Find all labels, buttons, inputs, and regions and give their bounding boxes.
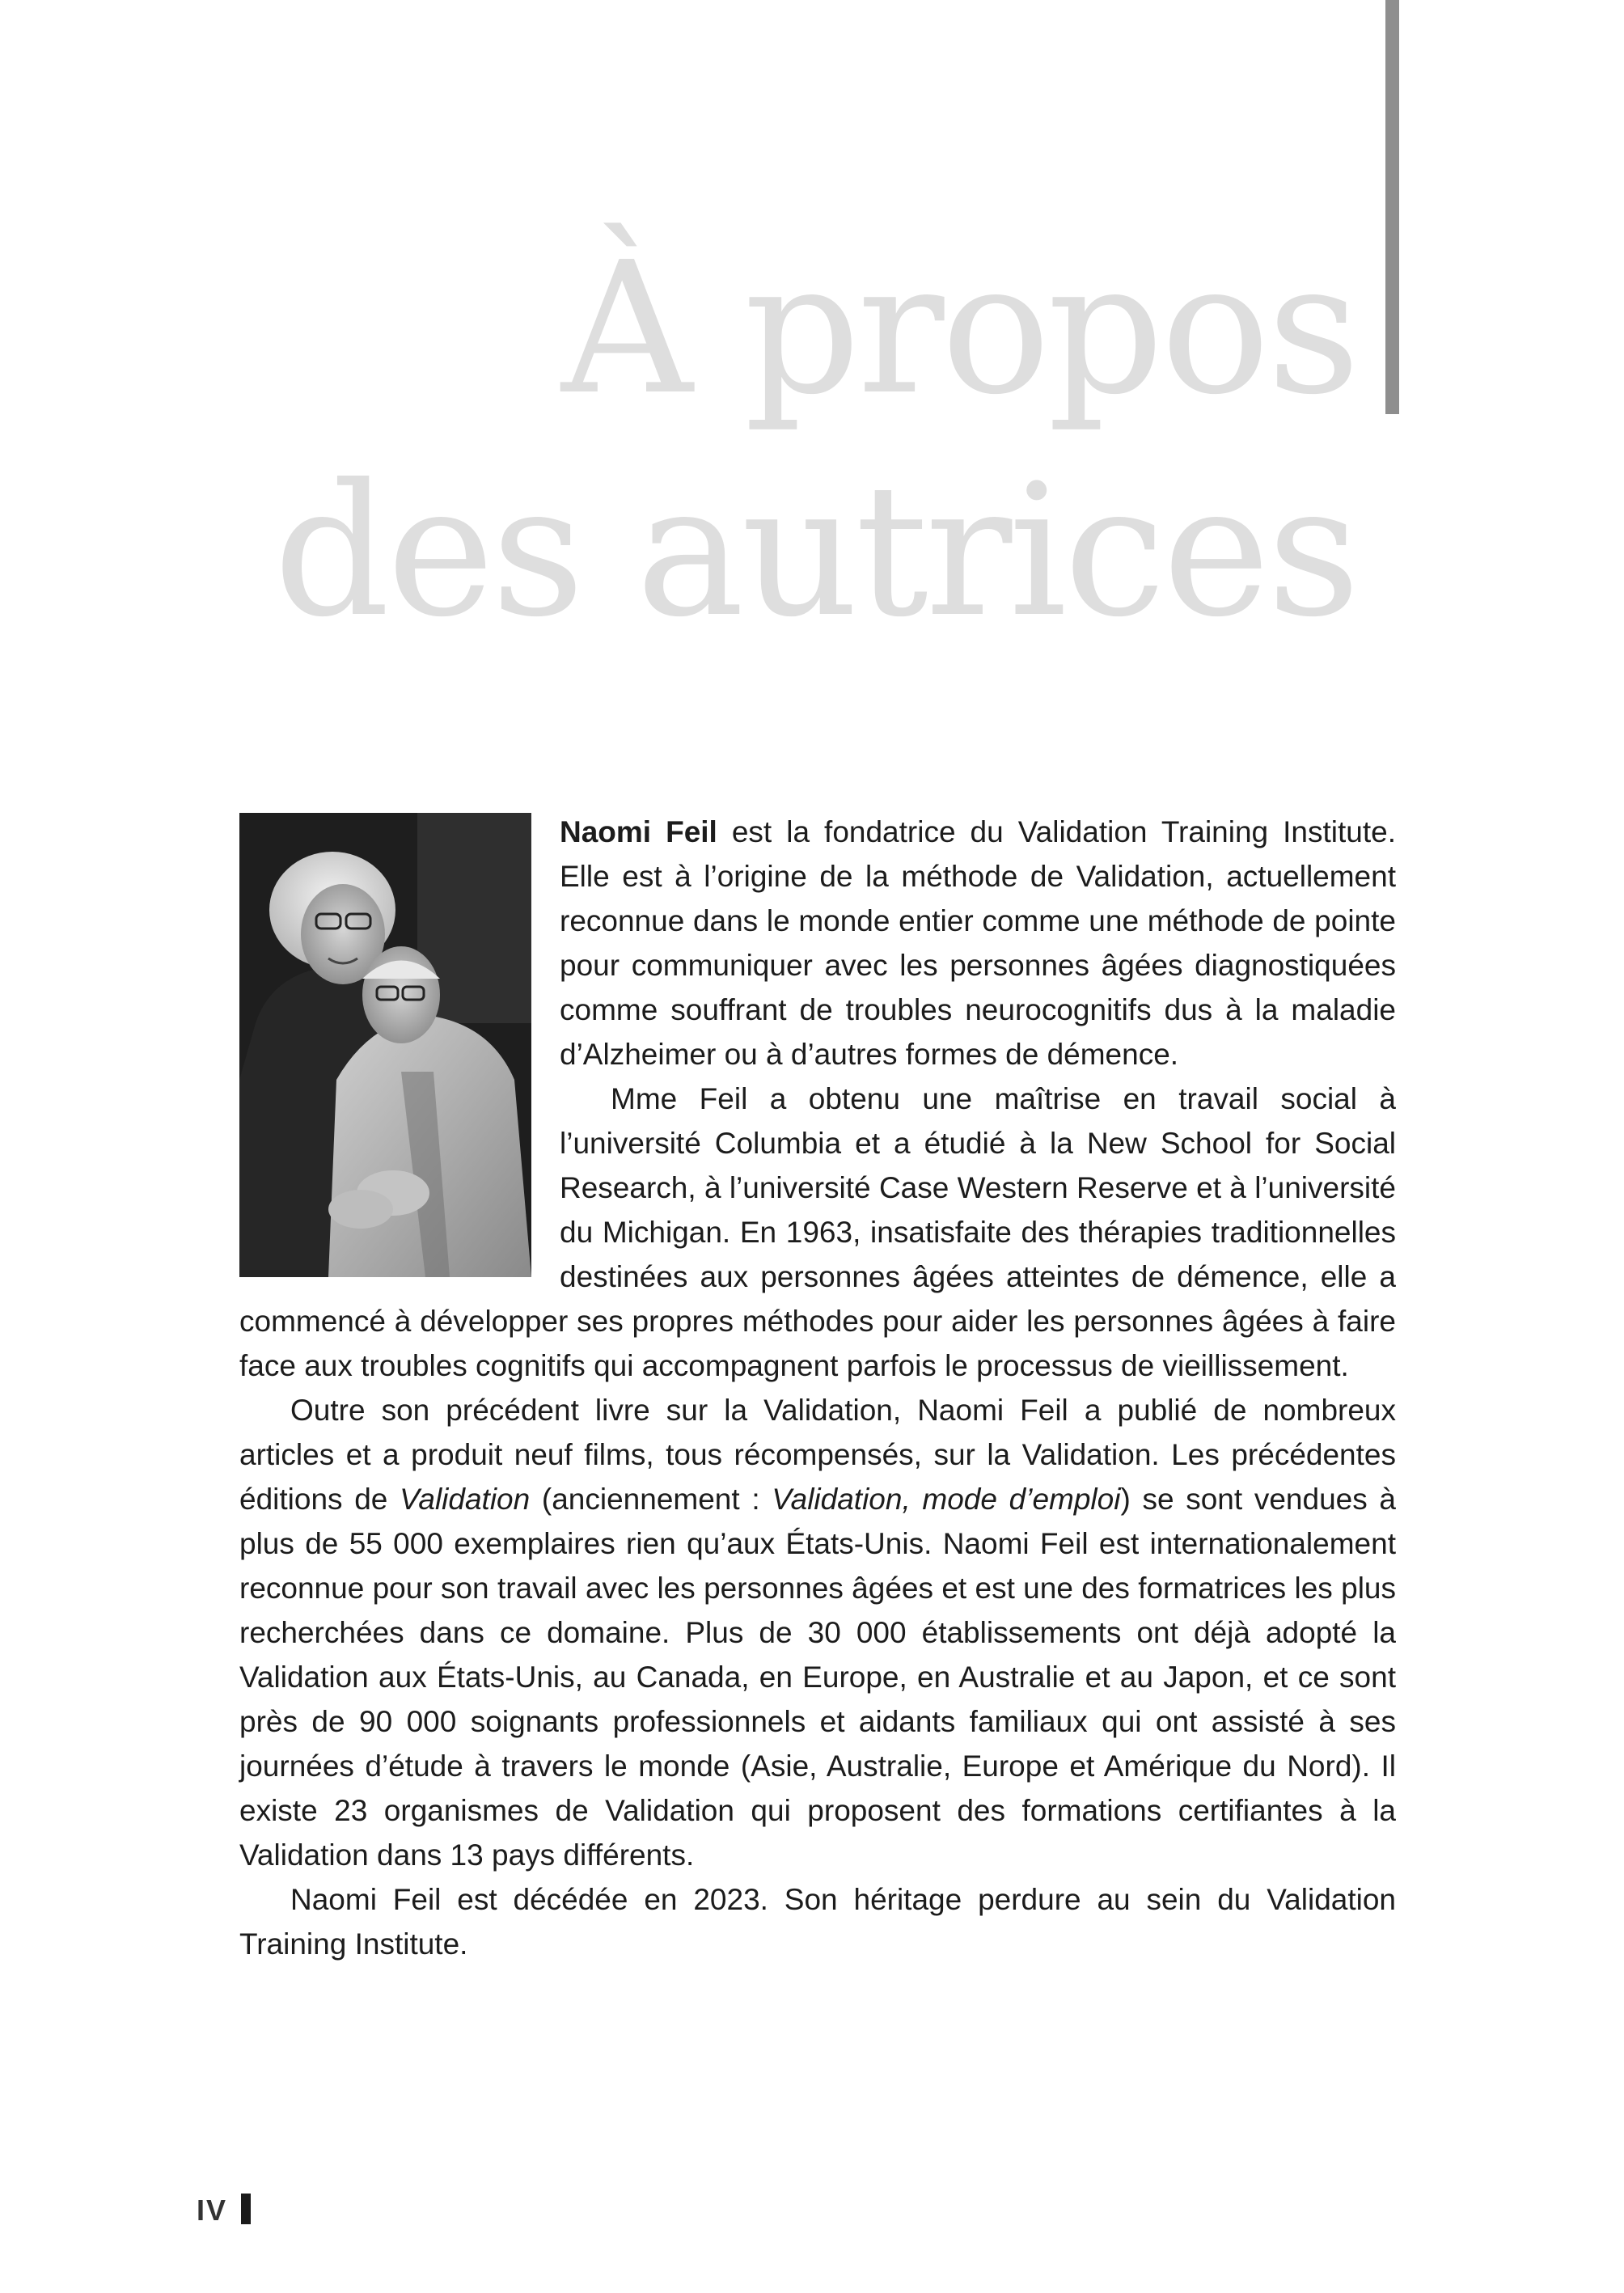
decorative-top-bar — [1385, 0, 1399, 414]
photo-float-spacer — [239, 810, 560, 1299]
author-biography — [239, 810, 1396, 1966]
page-number-marker — [241, 2194, 251, 2224]
page-title — [273, 218, 1357, 663]
bio-paragraph-3-part-a: Outre son précédent livre sur la Validation, Naomi Feil a publié de nombreux articles et a produit neuf films, tous récompensés, sur la Validation. Les précédentes éditions de — [239, 1394, 1396, 1516]
title-line-2: des autrices — [273, 446, 1357, 658]
book-title-validation: Validation — [400, 1483, 531, 1516]
book-title-former: Validation, mode d’emploi — [772, 1483, 1121, 1516]
author-name: Naomi Feil — [560, 815, 717, 848]
bio-paragraph-3 — [239, 1388, 1396, 1877]
bio-paragraph-3-part-c: ) se sont vendues à plus de 55 000 exemplaires rien qu’aux États-Unis. Naomi Feil est internationalement reconnue pour son travail avec les personnes âgées et est une des formatrices les plus recherchées dans ce domaine. Plus de 30 000 établissements ont déjà adopté la Validation aux États-Unis, au Canada, en Europe, en Australie et au Japon, et ce sont près de 90 000 soignants professionnels et aidants familiaux qui ont assisté à ses journées d’étude à travers le monde (Asie, Australie, Europe et Amérique du Nord). Il existe 23 organismes de Validation qui proposent des formations certifiantes à la Validation dans 13 pays différents. — [239, 1483, 1396, 1872]
title-line-1: À propos — [560, 223, 1357, 435]
bio-paragraph-1-text: est la fondatrice du Validation Training Institute. Elle est à l’origine de la méthode de Validation, actuellement reconnue dans le monde entier comme une méthode de pointe pour communiquer avec les personnes âgées diagnostiquées comme souffrant de troubles neurocognitifs dus à la maladie d’Alzheimer ou à d’autres formes de démence. — [560, 815, 1396, 1071]
bio-paragraph-2: Mme Feil a obtenu une maîtrise en travail social à l’université Columbia et a étudié à la New School for Social Research, à l’université Case Western Reserve et à l’université du Michigan. En 1963, insatisfaite des thérapies traditionnelles destinées aux personnes âgées atteintes de démence, elle a commencé à développer ses propres méthodes pour aider les personnes âgées à faire face aux troubles cognitifs qui accompagnent parfois le processus de vieillissement. — [239, 1082, 1396, 1382]
bio-paragraph-3-part-b: (anciennement : — [530, 1483, 772, 1516]
bio-paragraph-4: Naomi Feil est décédée en 2023. Son héritage perdure au sein du Validation Training Institute. — [239, 1883, 1396, 1961]
page-number: IV — [197, 2194, 228, 2227]
